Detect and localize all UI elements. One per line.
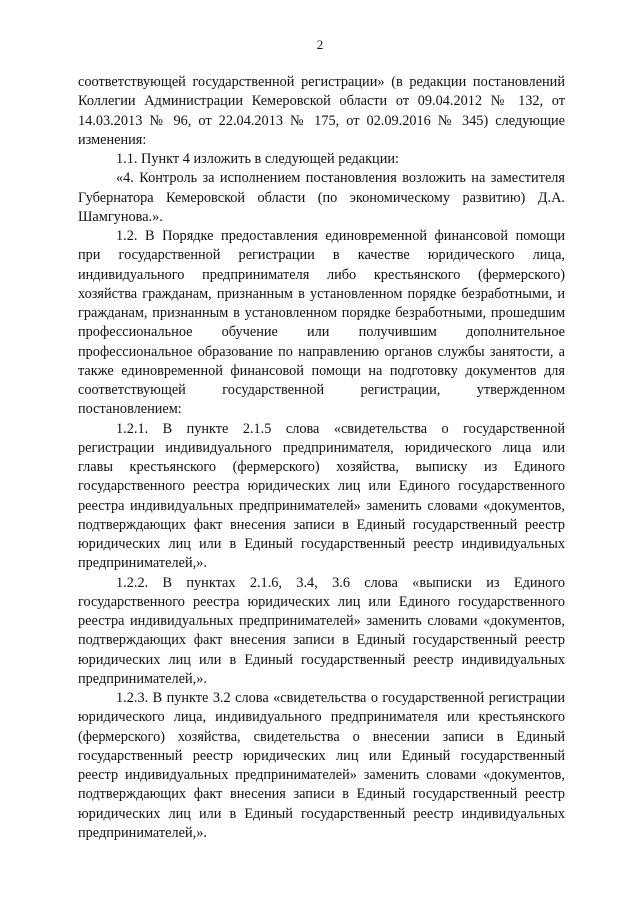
paragraph-item-1-2-1: 1.2.1. В пункте 2.1.5 слова «свидетельства о государственной регистрации индивидуального предпринимателя, юридического лица или главы крестьянского (фермерского) хозяйства, выписку из Единого государственного реестра юридических лиц или Единого государственного реестра индивидуальных предпринимателей» заменить словами «документов, подтверждающих факт внесения записи в Единый государственный реестр юридических лиц или в Единый государственный реестр индивидуальных предпринимателей,». xyxy=(78,420,565,572)
paragraph-item-1-2: 1.2. В Порядке предоставления единовременной финансовой помощи при государственной регистрации в качестве юридического лица, индивидуального предпринимателя либо крестьянского (фермерского) хозяйства гражданам, признанным в установленном порядке безработными, и гражданам, признанным в установленном порядке безработными, прошедшим профессиональное обучение или получившим дополнительное профессиональное образование по направлению органов службы занятости, а также единовременной финансовой помощи на подготовку документов для соответствующей государственной регистрации, утвержденном постановлением: xyxy=(78,228,565,418)
paragraph-quote-item-4: «4. Контроль за исполнением постановления возложить на заместителя Губернатора Кемеровской области (по экономическому развитию) Д.А. Шамгунова.». xyxy=(78,170,565,225)
paragraph-item-1-2-2: 1.2.2. В пунктах 2.1.6, 3.4, 3.6 слова «выписки из Единого государственного реестра юридических лиц или Единого государственного реестра индивидуальных предпринимателей» заменить словами «документов, подтверждающих факт внесения записи в Единый государственный реестр юридических лиц или в Единый государственный реестр индивидуальных предпринимателей,». xyxy=(78,574,565,687)
paragraph-item-1-1: 1.1. Пункт 4 изложить в следующей редакции: xyxy=(116,151,399,167)
page-number: 2 xyxy=(316,37,324,52)
paragraph-item-1-2-3: 1.2.3. В пункте 3.2 слова «свидетельства о государственной регистрации юридического лица, индивидуального предпринимателя или крестьянского (фермерского) хозяйства, свидетельства о внесении записи в Единый государственный реестр юридических лиц или Единый государственный реестр индивидуальных предпринимателей» заменить словами «документов, подтверждающих факт внесения записи в Единый государственный реестр юридических лиц или в Единый государственный реестр индивидуальных предпринимателей,». xyxy=(78,690,565,841)
paragraph-continuation: соответствующей государственной регистрации» (в редакции постановлений Коллегии Администрации Кемеровской области от 09.04.2012 № 132, от 14.03.2013 № 96, от 22.04.2013 № 175, от 02.09.2016 № 345) следующие изменения: xyxy=(78,74,565,148)
document-body xyxy=(78,73,565,843)
